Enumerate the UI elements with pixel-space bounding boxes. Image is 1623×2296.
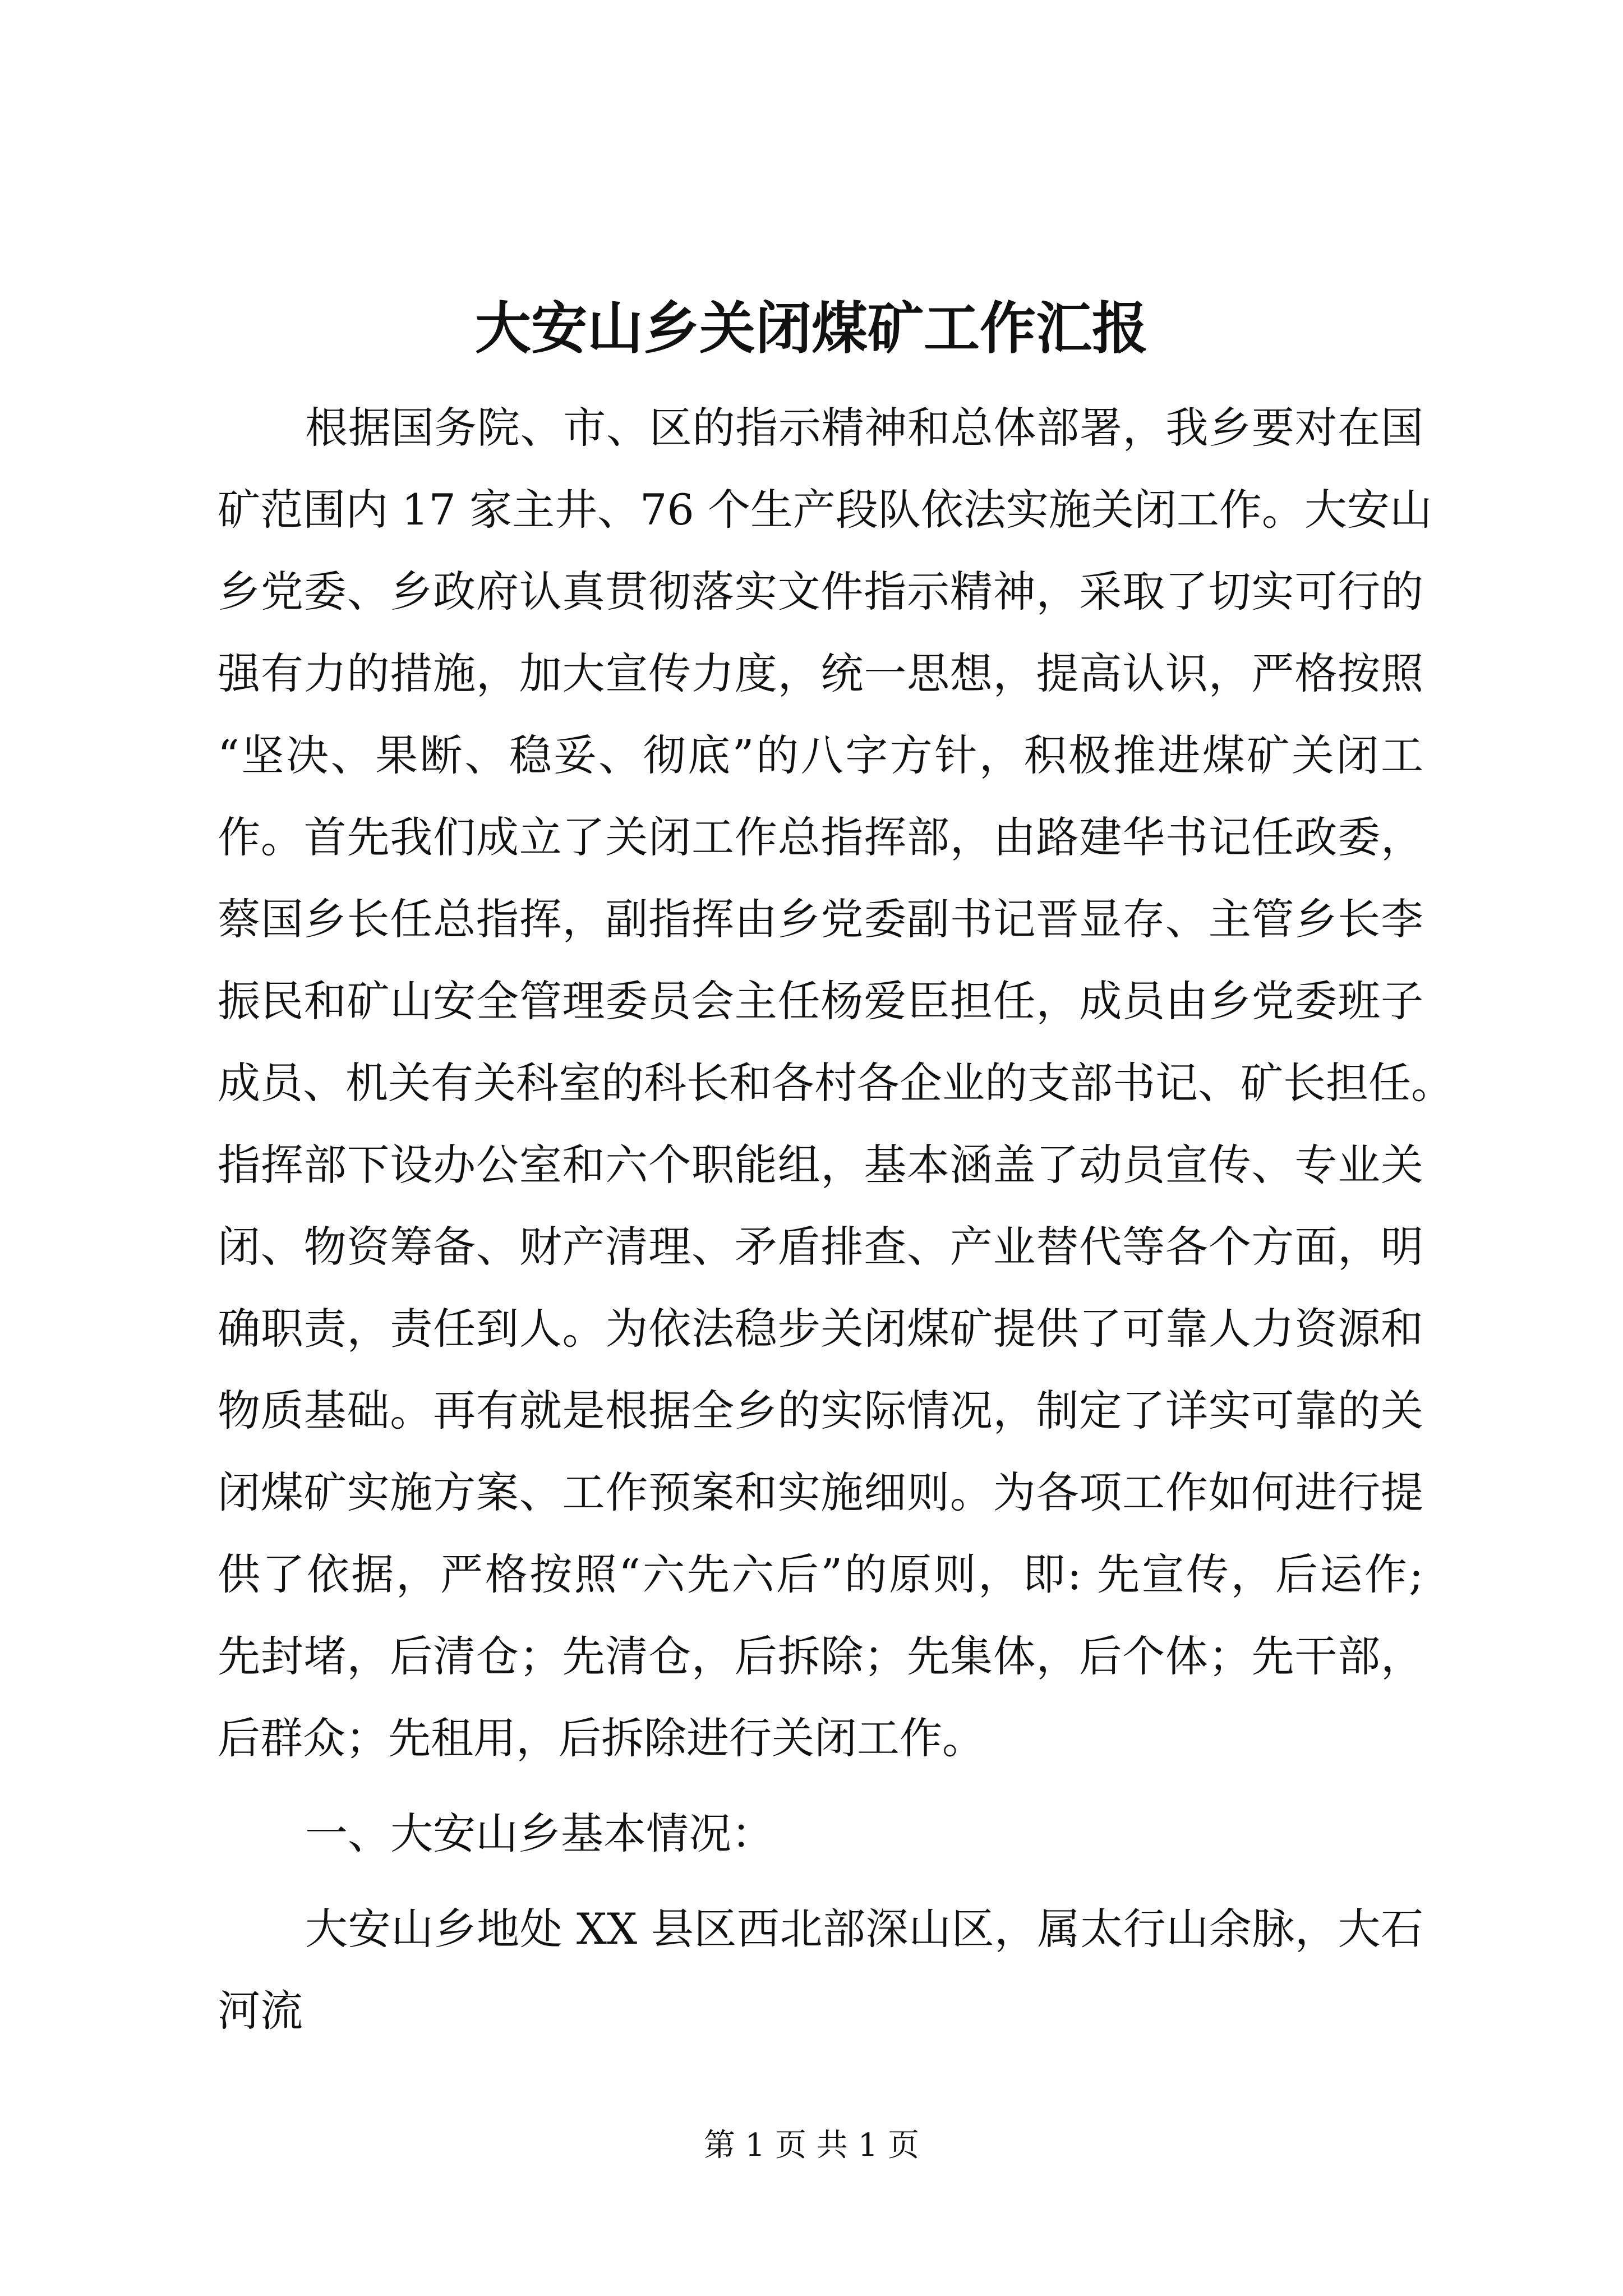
paragraph-line: 闭煤矿实施方案、工作预案和实施细则。为各项工作如何进行提: [218, 1467, 1423, 1517]
paragraph-line: 作。首先我们成立了关闭工作总指挥部，由路建华书记任政委，: [218, 812, 1423, 862]
paragraph-line: 后群众；先租用，后拆除进行关闭工作。: [218, 1713, 985, 1763]
paragraph-gap: [218, 1779, 1423, 1793]
paragraph-line: 成员、机关有关科室的科长和各村各企业的支部书记、矿长担任。: [218, 1058, 1454, 1108]
paragraph-line: 先封堵，后清仓；先清仓，后拆除；先集体，后个体；先干部，: [218, 1631, 1423, 1681]
paragraph-line: 闭、物资筹备、财产清理、矛盾排查、产业替代等各个方面，明: [218, 1222, 1423, 1272]
paragraph-line: 乡党委、乡政府认真贯彻落实文件指示精神，采取了切实可行的: [218, 567, 1423, 616]
paragraph-gap: [218, 1875, 1423, 1888]
paragraph-line: 供了依据，严格按照“六先六后”的原则，即: 先宣传，后运作;: [218, 1549, 1423, 1599]
paragraph-line: “坚决、果断、稳妥、彻底”的八字方针，积极推进煤矿关闭工: [218, 730, 1423, 780]
paragraph-line: 强有力的措施，加大宣传力度，统一思想，提高认识，严格按照: [218, 648, 1423, 698]
section-heading: 一、大安山乡基本情况：: [305, 1809, 774, 1858]
page-footer: 第 1 页 共 1 页: [703, 2127, 920, 2164]
paragraph-line: 河流: [218, 1986, 303, 2036]
paragraph-line: 指挥部下设办公室和六个职能组，基本涵盖了动员宣传、专业关: [218, 1140, 1423, 1190]
paragraph-line: 振民和矿山安全管理委员会主任杨爱臣担任，成员由乡党委班子: [218, 976, 1423, 1026]
paragraph-line: 矿范围内 17 家主井、76 个生产段队依法实施关闭工作。大安山: [218, 485, 1432, 535]
paragraph-line: 根据国务院、市、区的指示精神和总体部署，我乡要对在国: [305, 403, 1423, 453]
paragraph-line: 确职责，责任到人。为依法稳步关闭煤矿提供了可靠人力资源和: [218, 1304, 1423, 1354]
paragraph-line: 大安山乡地处 XX 县区西北部深山区，属太行山余脉，大石: [305, 1904, 1423, 1954]
document-title: 大安山乡关闭煤矿工作汇报: [475, 295, 1148, 361]
document-body: [218, 387, 1454, 2052]
paragraph-line: 蔡国乡长任总指挥，副指挥由乡党委副书记晋显存、主管乡长李: [218, 894, 1423, 944]
paragraph-line: 物质基础。再有就是根据全乡的实际情况，制定了详实可靠的关: [218, 1386, 1423, 1435]
